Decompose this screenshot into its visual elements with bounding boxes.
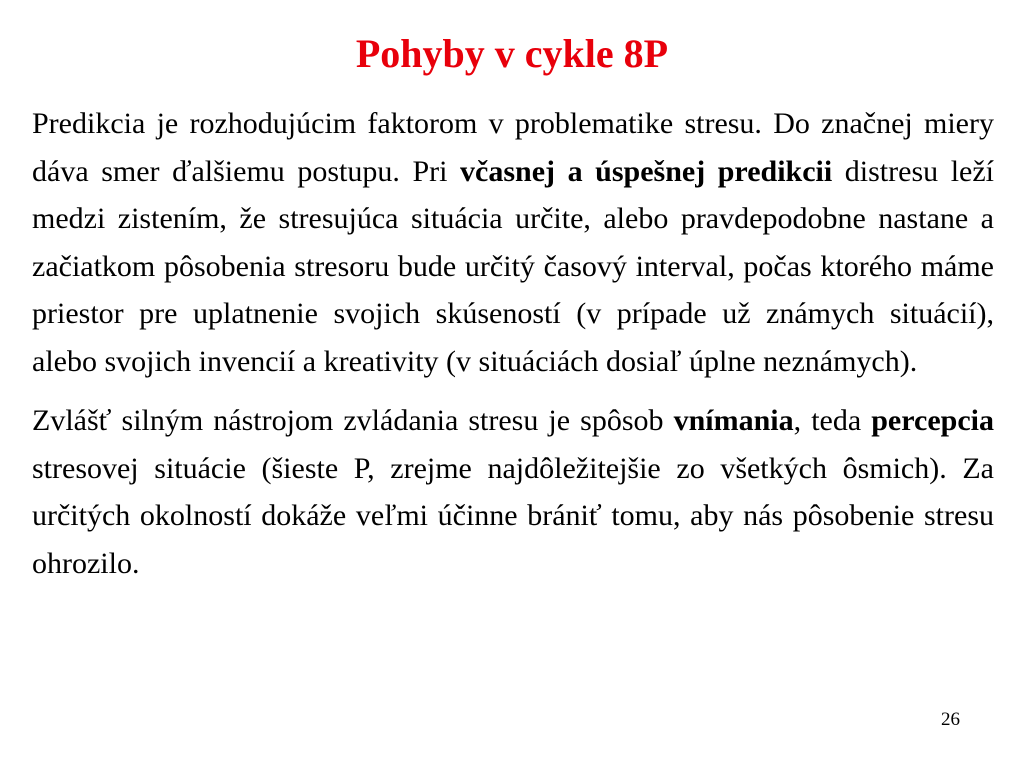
paragraph-2-text: Zvlášť silným nástrojom zvládania stresu je spôsob bbox=[32, 404, 674, 437]
paragraph-2-emphasis-percepcia: percepcia bbox=[871, 404, 994, 437]
paragraph-1-text-continued: distresu leží medzi zistením, že stresujúca situácia určite, alebo pravdepodobne nastane a začiatkom pôsobenia stresoru bude určitý časový interval, počas ktorého máme priestor pre uplatnenie svojich skúseností (v prípade už známych situácií), alebo svojich invencií a kreativity (v situáciách dosiaľ úplne neznámych). bbox=[32, 154, 994, 378]
paragraph-2 bbox=[32, 397, 994, 587]
paragraph-2-text-middle: , teda bbox=[793, 404, 872, 437]
slide-title: Pohyby v cykle 8P bbox=[355, 31, 669, 76]
slide-body bbox=[32, 100, 994, 587]
page-number: 26 bbox=[941, 709, 960, 730]
paragraph-2-text-end: stresovej situácie (šieste P, zrejme najdôležitejšie zo všetkých ôsmich). Za určitých okolností dokáže veľmi účinne brániť tomu, aby nás pôsobenie stresu ohrozilo. bbox=[32, 451, 994, 580]
paragraph-1-text: Predikcia je rozhodujúcim faktorom v problematike stresu. Do značnej miery dáva smer ďalšiemu postupu. Pri bbox=[32, 107, 994, 188]
paragraph-1 bbox=[32, 100, 994, 385]
paragraph-1-emphasis: včasnej a úspešnej predikcii bbox=[460, 154, 833, 188]
paragraph-2-emphasis-vnimania: vnímania bbox=[673, 404, 794, 437]
